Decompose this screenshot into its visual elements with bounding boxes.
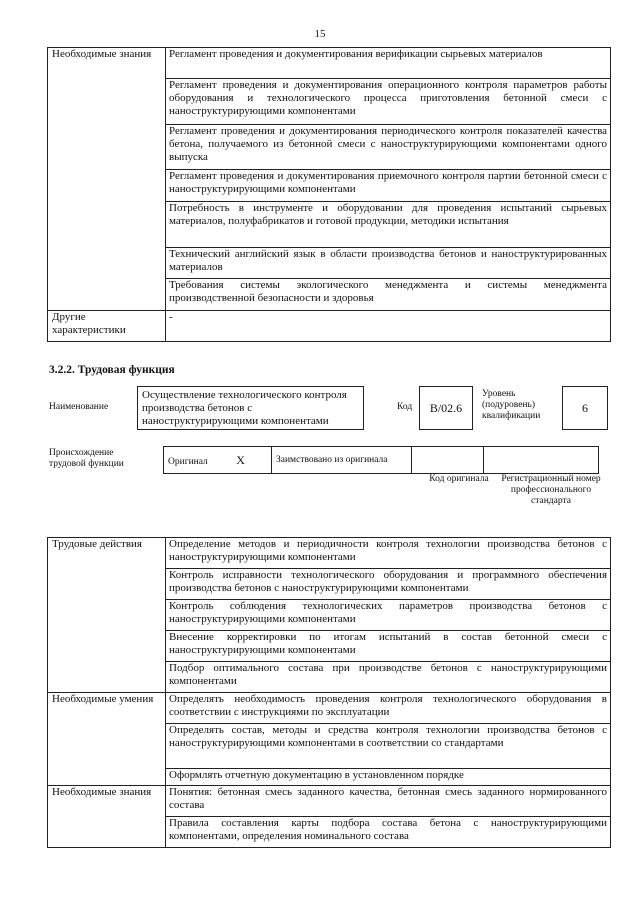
table-cell: Определять необходимость проведения контроля технологического оборудования в соответствии с инструкциями по эксплуатации — [166, 693, 611, 724]
table-cell: Регламент проведения и документирования приемочного контроля партии бетонной смеси с наноструктурирующими компонентами — [166, 169, 611, 201]
origin-original-cell — [164, 447, 272, 474]
row-label-knowledge-2: Необходимые знания — [48, 786, 166, 848]
origin-borrowed-cell: Заимствовано из оригинала — [272, 447, 412, 474]
table-cell: Понятия: бетонная смесь заданного качества, бетонная смесь заданного нормированного состава — [166, 786, 611, 817]
row-label-knowledge: Необходимые знания — [48, 48, 166, 311]
table-cell: Регламент проведения и документирования верификации сырьевых материалов — [166, 48, 611, 79]
name-label: Наименование — [49, 402, 109, 412]
table-cell: Требования системы экологического менеджмента и системы менеджмента производственной безопасности и здоровья — [166, 278, 611, 310]
table-cell: Оформлять отчетную документацию в установленном порядке — [166, 769, 611, 786]
table-cell: - — [166, 311, 611, 342]
table-cell: Определение методов и периодичности контроля технологии производства бетонов с наноструктурирующими компонентами — [166, 538, 611, 569]
table-cell: Правила составления карты подбора состава бетона с наноструктурирующими компонентами, определения номинального состава — [166, 817, 611, 848]
table-cell: Регламент проведения и документирования периодического контроля показателей качества бетона, получаемого из бетонной смеси с наноструктурирующими компонентами одного выпуска — [166, 124, 611, 169]
row-label-other: Другие характеристики — [48, 311, 166, 342]
table-cell: Регламент проведения и документирования операционного контроля параметров работы оборудования и технологического процесса приготовления бетонной смеси с наноструктурирующими компонентами — [166, 79, 611, 124]
section-title: 3.2.2. Трудовая функция — [49, 364, 175, 376]
table-cell: Технический английский язык в области производства бетонов и наноструктурированных материалов — [166, 247, 611, 278]
table-row — [164, 447, 599, 474]
table-row — [48, 48, 611, 79]
original-mark: X — [236, 452, 245, 467]
row-label-actions: Трудовые действия — [48, 538, 166, 693]
origin-table — [163, 446, 599, 474]
origin-code-cell — [412, 447, 484, 474]
table-cell: Контроль соблюдения технологических параметров производства бетонов с наноструктурирующими компонентами — [166, 600, 611, 631]
table-cell: Контроль исправности технологического оборудования и программного обеспечения производства бетонов с наноструктурирующими компонентами — [166, 569, 611, 600]
page-number: 15 — [314, 28, 326, 40]
original-label: Оригинал — [168, 456, 208, 467]
table-row — [48, 538, 611, 569]
table-cell: Подбор оптимального состава при производстве бетонов с наноструктурирующими компонентами — [166, 662, 611, 693]
top-knowledge-table — [47, 47, 611, 342]
table-cell: Внесение корректировки по итогам испытаний в состав бетонной смеси с наноструктурирующими компонентами — [166, 631, 611, 662]
reg-caption: Регистрационный номер профессионального стандарта — [501, 474, 601, 506]
level-value-box: 6 — [562, 386, 608, 430]
table-cell: Потребность в инструменте и оборудовании для проведения испытаний сырьевых материалов, полуфабрикатов и готовой продукции, методики испытания — [166, 202, 611, 247]
origin-label: Происхождение трудовой функции — [49, 448, 124, 469]
row-label-skills: Необходимые умения — [48, 693, 166, 786]
function-name-box: Осуществление технологического контроля производства бетонов с наноструктурирующими компонентами — [137, 386, 364, 430]
table-row — [48, 693, 611, 724]
table-row — [48, 786, 611, 817]
table-cell: Определять состав, методы и средства контроля технологии производства бетонов с наноструктурирующими компонентами в соответствии со стандартами — [166, 724, 611, 769]
table-row — [48, 311, 611, 342]
bottom-function-table — [47, 537, 611, 848]
code-label: Код — [397, 402, 413, 412]
level-label: Уровень (подуровень) квалификации — [482, 389, 541, 421]
function-code-box: B/02.6 — [419, 386, 473, 430]
code-caption: Код оригинала — [429, 474, 489, 484]
origin-reg-cell — [484, 447, 599, 474]
